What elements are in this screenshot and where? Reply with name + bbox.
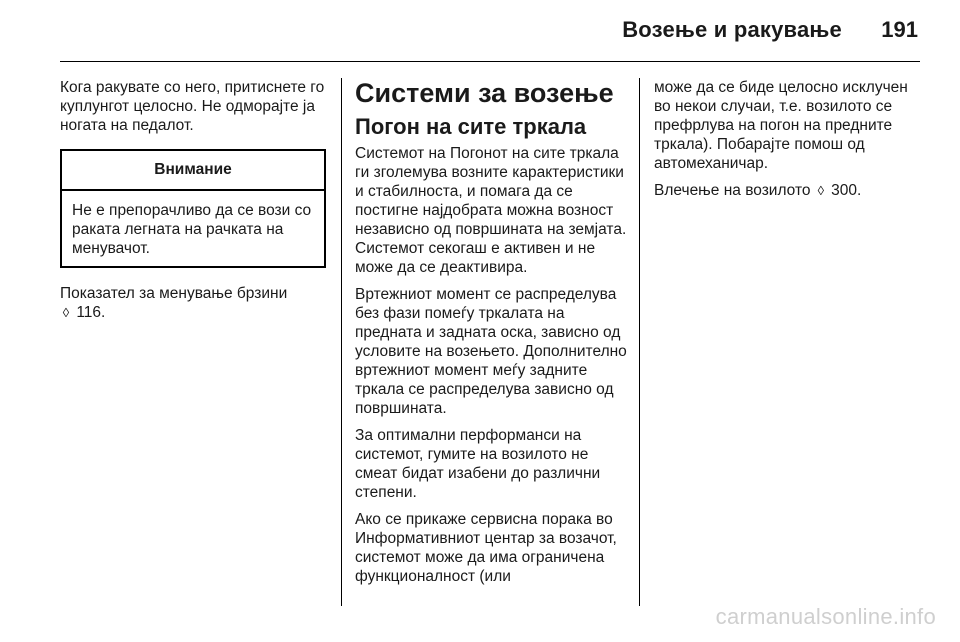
column-divider-1 [341,78,342,606]
awd-paragraph-3: За оптимални перформанси на системот, гумите на возилото не смеат бидат изабени до различни степени. [355,427,601,501]
gear-indicator-page-link[interactable]: 116. [76,304,106,321]
warning-box [60,149,326,268]
gear-indicator-reference [60,284,326,322]
warning-body: Не е препорачливо да се вози со раката легната на рачката на менувачот. [72,202,312,257]
chapter-title: Возење и ракување [622,17,842,42]
section-heading: Системи за возење [355,78,614,108]
clutch-instruction: Кога ракувате со него, притиснете го куплунгот целосно. Не одморајте ја ногата на педалот. [60,79,325,134]
towing-reference [654,181,926,200]
awd-paragraph-continued: може да се биде целосно исклучен во некои случаи, т.е. возилото се префрлува на погон на предните тркала). Побарајте помош од автомеханичар. [654,79,908,172]
towing-page-link[interactable]: 300. [831,182,862,199]
column-1 [60,78,326,330]
column-divider-2 [639,78,640,606]
watermark: carmanualsonline.info [715,604,936,629]
towing-text: Влечење на возилото [654,182,811,199]
column-3 [654,78,926,208]
page-reference-icon: ◊ [62,305,70,320]
warning-title: Внимание [62,151,324,191]
header-rule [60,61,920,62]
column-2 [355,78,631,594]
page-reference-icon: ◊ [817,183,825,198]
awd-paragraph-4: Ако се прикаже сервисна порака во Информативниот центар за возачот, системот може да има ограничена функционалност (или [355,511,617,585]
awd-paragraph-2: Вртежниот момент се распределува без фази помеѓу тркалата на предната и задната оска, зависно од условите на возењето. Дополнително вртежниот момент меѓу задните тркала се распределува зависно од површината. [355,286,627,417]
gear-indicator-text: Показател за менување брзини [60,285,288,302]
page-number: 191 [881,17,918,42]
subsection-heading: Погон на сите тркала [355,114,587,139]
awd-paragraph-1: Системот на Погонот на сите тркала ги зголемува возните карактеристики и стабилноста, и помага да се постигне најдобрата можна возност независно од површината на земјата. Системот секогаш е активен и не може да се деактивира. [355,145,627,276]
page-header [0,0,960,62]
